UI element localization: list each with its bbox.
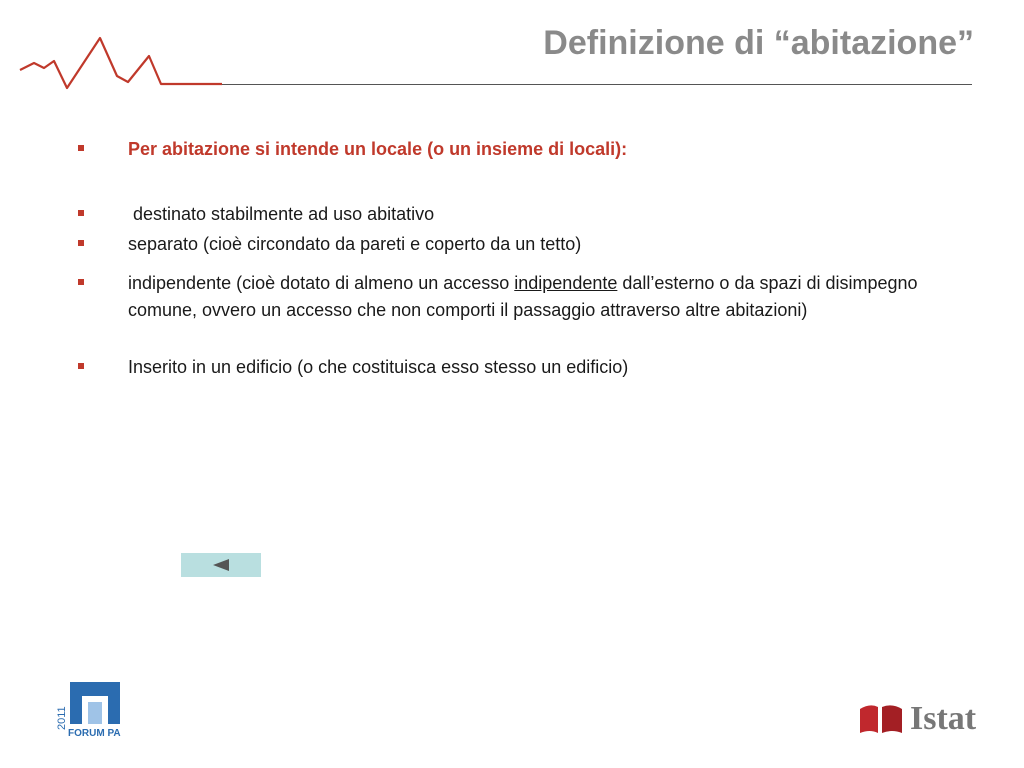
bullet-marker — [78, 145, 84, 151]
bullet-marker — [78, 240, 84, 246]
bullet-inserito — [78, 354, 978, 382]
bullet-intro — [78, 136, 978, 164]
istat-name: Istat — [910, 700, 977, 737]
bullet-separato — [78, 231, 978, 259]
istat-logo — [858, 700, 976, 738]
bullet-text: separato (cioè circondato da pareti e coperto da un tetto) — [128, 234, 582, 254]
bullet-text: destinato stabilmente ad uso abitativo — [128, 204, 435, 224]
decorative-zigzag-line — [0, 28, 230, 98]
bullet-text-part: dall’esterno o da spazi di disimpegno comune, ovvero un accesso che non comporti il passaggio attraverso altre abitazioni) — [128, 273, 918, 320]
bullet-marker — [78, 279, 84, 285]
title-divider — [222, 84, 972, 85]
forum-logo-year: 2011 — [56, 706, 68, 730]
istat-mark-icon — [858, 703, 904, 735]
bullet-destinato — [78, 201, 978, 229]
bullet-marker — [78, 363, 84, 369]
slide-title: Definizione di “abitazione” — [543, 24, 974, 62]
bullet-text: Per abitazione si intende un locale (o un insieme di locali): — [128, 139, 628, 159]
bullet-text-part: indipendente (cioè dotato di almeno un accesso — [128, 273, 515, 293]
bullet-text — [128, 270, 978, 324]
underlined-word: indipendente — [514, 273, 618, 293]
forum-logo-name: FORUM PA — [68, 728, 121, 738]
bullet-indipendente — [78, 270, 978, 354]
previous-slide-button[interactable] — [181, 553, 261, 577]
bullet-marker — [78, 210, 84, 216]
back-arrow-icon — [211, 558, 231, 572]
forum-pa-logo — [56, 680, 122, 743]
bullet-text: Inserito in un edificio (o che costituisca esso stesso un edificio) — [128, 357, 629, 377]
